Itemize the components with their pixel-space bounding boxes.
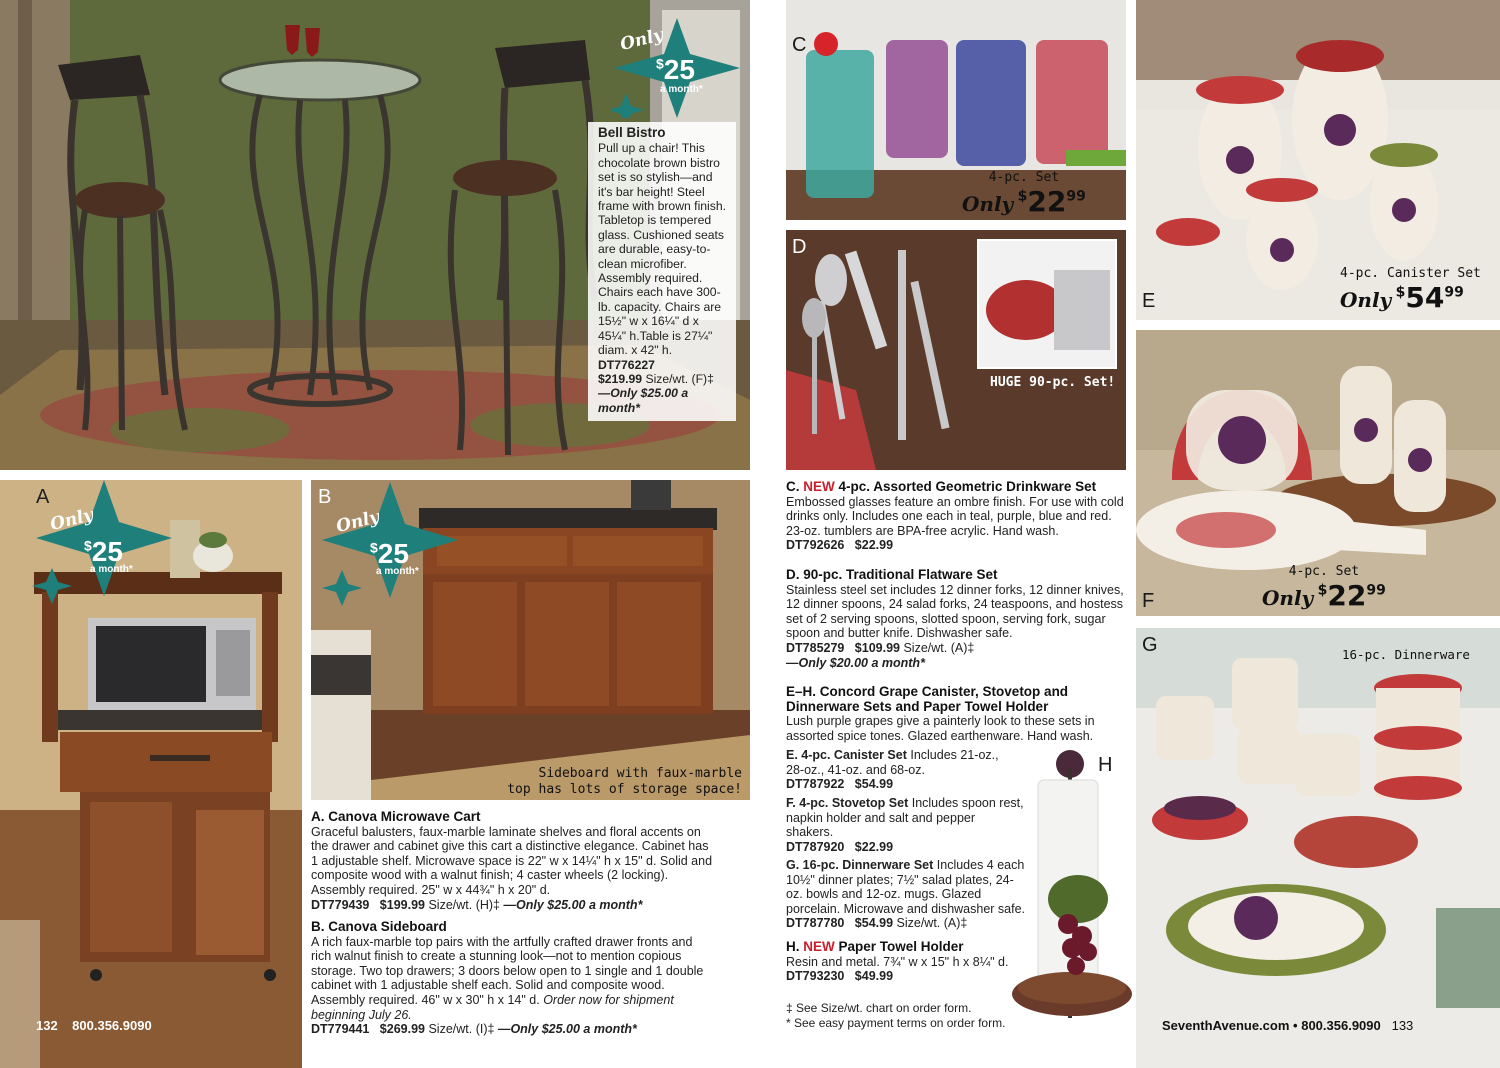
badge-only-text: Only <box>618 25 666 55</box>
footnote-sizewt: ‡ See Size/wt. chart on order form. <box>786 1001 972 1015</box>
product-e-text: E. 4-pc. Canister Set Includes 21-oz., 28-oz., 41-oz. and 68-oz. DT787922 $54.99 <box>786 748 999 792</box>
left-page-phone: 800.356.9090 <box>72 1018 152 1033</box>
badge-b-price: $25 <box>370 538 409 569</box>
product-b-text: B. Canova Sideboard A rich faux-marble top pairs with the artfully crafted drawer fronts and rich walnut finish to create a stunning look—not to mention copious storage. Two top drawers; 3 doors below open to 1 single and 1 double cabinet with 1 adjustable shelf each. Solid and composite wood. Assembly required. 46" w x 30" h x 14" d. Order now for shipment beginning July 26. DT779441 $269.99 Size/wt. (I)‡ —Only $25.00 a month* <box>311 920 716 1037</box>
badge-month: a month* <box>660 84 703 95</box>
product-a-title: A. Canova Microwave Cart <box>311 809 481 824</box>
right-page-number: 133 <box>1391 1018 1414 1033</box>
dinnerware-label: 16-pc. Dinnerware <box>1342 647 1470 662</box>
product-eh-text: E–H. Concord Grape Canister, Stovetop and Dinnerware Sets and Paper Towel Holder Lush purple grapes give a painterly look to these sets in assorted spice tones. Glazed earthenware. Hand wash. <box>786 685 1116 743</box>
flatware-inset-label: HUGE 90-pc. Set! <box>990 375 1116 390</box>
label-g: G <box>1142 634 1158 656</box>
product-g-text: G. 16-pc. Dinnerware Set Includes 4 each 10½" dinner plates; 7½" salad plates, 24-oz. bowls and 12-oz. mugs. Glazed porcelain. Microwave and dishwasher safe. DT787780 $54.99 Size/wt. (A)‡ <box>786 858 1026 931</box>
label-e: E <box>1142 290 1156 312</box>
bistro-monthly: —Only $25.00 a month* <box>598 386 689 415</box>
bistro-desc: Pull up a chair! This chocolate brown bistro set is so stylish—and it's bar height! Steel frame with brown finish. Tabletop is tempered glass. Cushioned seats are durable, easy-to-clean microfiber. Assembly required. Chairs each have 300-lb. capacity. Chairs are 15½" w x 16¼" d x 45¼" h.Table is 27¼" diam. x 42" h. <box>598 141 727 358</box>
bistro-sizewt: Size/wt. (F)‡ <box>645 371 714 386</box>
right-page-footer: SeventhAvenue.com • 800.356.9090 133 <box>1162 1018 1414 1033</box>
price-callout-c: 4-pc. Set Only $^{\$}22^{99}$ <box>962 170 1086 218</box>
product-b-title: B. Canova Sideboard <box>311 919 447 934</box>
paper-towel-holder-photo <box>1008 744 1134 1022</box>
price-callout-e: 4-pc. Canister Set Only $^{\$}54^{99}$ <box>1340 266 1481 314</box>
badge-a-price: $25 <box>84 536 123 567</box>
left-page-footer <box>36 1018 152 1033</box>
right-page-phone: 800.356.9090 <box>1301 1018 1381 1033</box>
product-d-title: D. 90-pc. Traditional Flatware Set <box>786 567 998 582</box>
product-a-text: A. Canova Microwave Cart Graceful balusters, faux-marble laminate shelves and floral accents on the drawer and cabinet give this cart a distinctive elegance. Cabinet has 1 adjustable shelf. Microwave space is 22" w x 14¼" h x 15" d. Solid and composite wood with a walnut finish; 4 caster wheels (2 locking). Assembly required. 25" w x 44¾" h x 20" d. DT779439 $199.99 Size/wt. (H)‡ —Only $25.00 a month* <box>311 810 716 912</box>
monthly-price-badge <box>612 18 742 118</box>
footnote-payment: * See easy payment terms on order form. <box>786 1015 1006 1030</box>
product-h-title: H. NEW Paper Towel Holder <box>786 939 964 954</box>
label-b: B <box>318 486 332 508</box>
label-a: A <box>36 486 50 508</box>
product-f-text: F. 4-pc. Stovetop Set Includes spoon rest, napkin holder and salt and pepper shakers. DT787920 $22.99 <box>786 796 1024 854</box>
label-d: D <box>792 236 807 258</box>
product-c-text: C. NEW 4-pc. Assorted Geometric Drinkware Set Embossed glasses feature an ombre finish. For use with cold drinks only. Includes one each in teal, purple, blue and red. 23-oz. tumblers are BPA-free acrylic. Hand wash. DT792626 $22.99 <box>786 479 1124 553</box>
price-callout-f: 4-pc. Set Only $^{\$}22^{99}$ <box>1262 564 1386 612</box>
left-page-number: 132 <box>36 1018 58 1033</box>
label-h: H <box>1098 754 1113 776</box>
site-url: SeventhAvenue.com <box>1162 1018 1290 1033</box>
monthly-price-badge-b <box>318 482 468 612</box>
bistro-sku: DT776227 <box>598 357 655 372</box>
bistro-title: Bell Bistro <box>598 125 666 140</box>
badge-price: $25 <box>656 54 695 85</box>
badge-b-month: a month* <box>376 566 419 577</box>
product-h-text: H. NEW Paper Towel Holder Resin and metal. 7¾" w x 15" h x 8¼" d. DT793230 $49.99 <box>786 940 1024 984</box>
product-d-text: D. 90-pc. Traditional Flatware Set Stainless steel set includes 12 dinner forks, 12 dinner knives, 12 dinner spoons, 24 salad forks, 24 teaspoons, and hostess set of 2 serving spoons, slotted spoon, serving fork, sugar spoon and butter knife. Dishwasher safe. DT785279 $109.99 Size/wt. (A)‡ —Only $20.00 a month* <box>786 567 1124 670</box>
dinnerware-photo <box>1136 628 1500 1068</box>
flatware-photo <box>786 230 1126 470</box>
product-eh-title: E–H. Concord Grape Canister, Stovetop and Dinnerware Sets and Paper Towel Holder <box>786 684 1069 714</box>
badge-b-only: Only <box>334 507 382 537</box>
label-c: C <box>792 34 807 56</box>
badge-a-only: Only <box>48 505 96 535</box>
label-f: F <box>1142 590 1155 612</box>
bistro-price: $219.99 <box>598 371 643 386</box>
sideboard-caption: Sideboard with faux-marble top has lots of storage space! <box>507 766 742 797</box>
footnotes <box>786 1001 1016 1030</box>
monthly-price-badge-a <box>22 480 172 610</box>
product-c-title: C. NEW 4-pc. Assorted Geometric Drinkware Set <box>786 479 1097 494</box>
bistro-description <box>588 122 736 421</box>
badge-a-month: a month* <box>90 564 133 575</box>
